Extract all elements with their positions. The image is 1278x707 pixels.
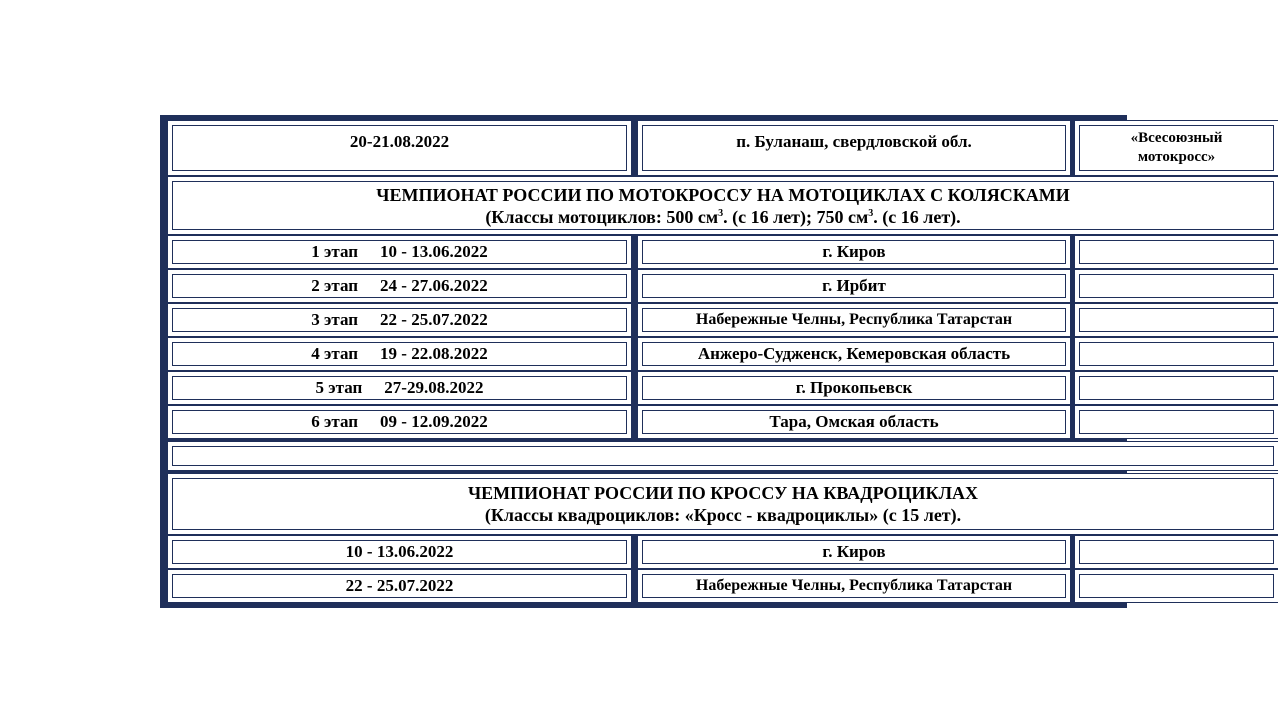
stage-label: 3 этап 22 - 25.07.2022 [311,310,488,329]
section-title-row [160,177,1127,234]
table-row [160,304,1127,336]
section-title-cell [168,474,1278,534]
table-row [160,121,1223,175]
note-text: «Всесоюзный мотокросс» [1130,130,1223,165]
place-text: Набережные Челны, Республика Татарстан [695,577,1013,594]
stage-label: 5 этап 27-29.08.2022 [315,378,484,397]
section-title-row [160,474,1127,534]
dates-text: 22 - 25.07.2022 [345,576,454,595]
section-classes: (Классы квадроциклов: «Кросс - квадроциклы» (с 15 лет). [484,505,962,525]
table-row [160,406,1127,438]
table-row [160,570,1127,602]
table-row [160,536,1127,568]
place-text: Набережные Челны, Республика Татарстан [695,311,1013,328]
section-title-cell [168,177,1278,234]
stage-label: 6 этап 09 - 12.09.2022 [311,412,488,431]
schedule-table [160,115,1223,608]
table-row [160,372,1127,404]
table-row [160,236,1127,268]
place-cell [638,121,1070,175]
spacer-row [160,442,1127,470]
place-text: г. Ирбит [822,276,886,295]
dates-text: 10 - 13.06.2022 [345,542,454,561]
stage-label: 1 этап 10 - 13.06.2022 [311,242,488,261]
stage-label: 2 этап 24 - 27.06.2022 [311,276,488,295]
table-row [160,338,1127,370]
place-text: п. Буланаш, свердловской обл. [736,132,972,151]
section-title: ЧЕМПИОНАТ РОССИИ ПО КРОССУ НА КВАДРОЦИКЛАХ [467,483,979,503]
date-text: 20-21.08.2022 [349,132,450,151]
section-title: ЧЕМПИОНАТ РОССИИ ПО МОТОКРОССУ НА МОТОЦИКЛАХ С КОЛЯСКАМИ [376,184,1070,205]
place-text: г. Прокопьевск [795,378,913,397]
place-text: Анжеро-Судженск, Кемеровская область [697,344,1011,363]
section-classes: (Классы мотоциклов: 500 $см^3$. (с 16 лет); 750 $см^3$. (с 16 лет). [485,206,961,227]
place-text: г. Киров [822,242,886,261]
place-text: Тара, Омская область [769,412,939,431]
place-text: г. Киров [822,542,886,561]
date-cell [168,121,631,175]
table-row [160,270,1127,302]
note-cell [1075,121,1278,175]
stage-label: 4 этап 19 - 22.08.2022 [311,344,488,363]
